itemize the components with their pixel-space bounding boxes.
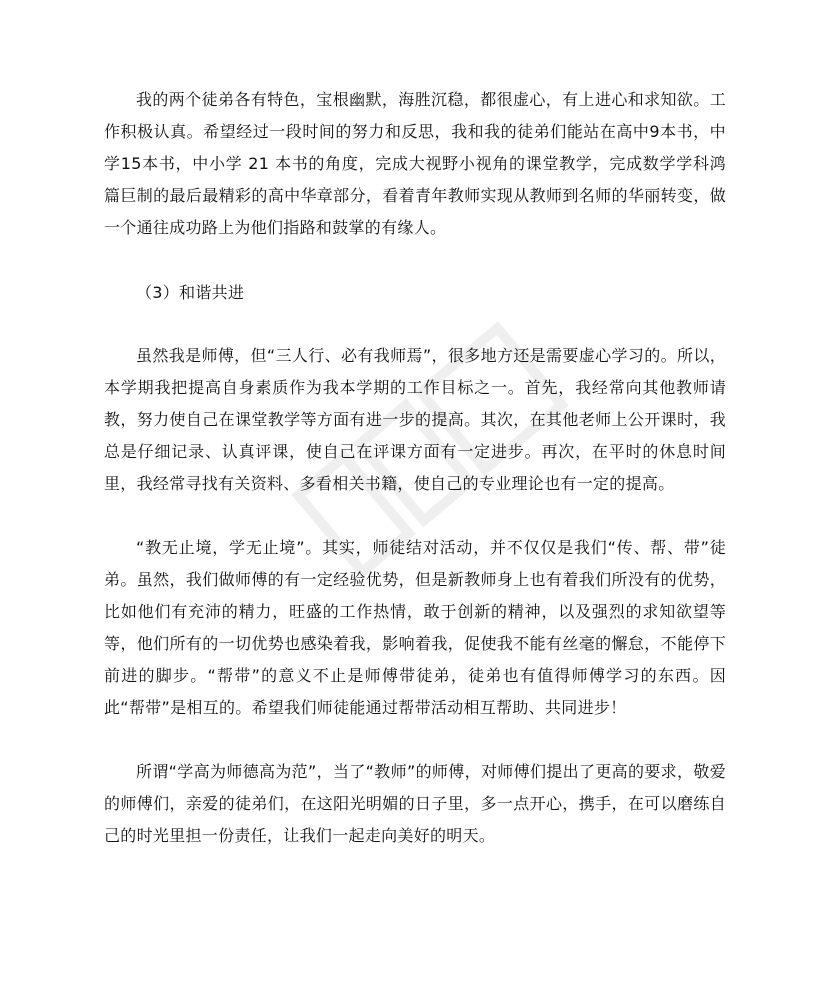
- paragraph-disciples: 我的两个徒弟各有特色，宝根幽默，海胜沉稳，都很虚心，有上进心和求知欲。工作积极认真。希望经过一段时间的努力和反思，我和我的徒弟们能站在高中9本书，中学15本书，中小学 21 本书的角度，完成大视野小视角的课堂教学，完成数学学科鸿篇巨制的最后最精彩的高中华章部分，看着青年教师实现从教师到名师的华丽转变，做一个通往成功路上为他们指路和鼓掌的有缘人。: [104, 90, 726, 237]
- paragraph-self-improvement: 虽然我是师傅，但“三人行、必有我师焉”，很多地方还是需要虚心学习的。所以，本学期我把提高自身素质作为我本学期的工作目标之一。首先，我经常向其他教师请教，努力使自己在课堂教学等方面有进一步的提高。其次，在其他老师上公开课时，我总是仔细记录、认真评课，使自己在评课方面有一定进步。再次，在平时的休息时间里，我经常寻找有关资料、多看相关书籍，使自己的专业理论也有一定的提高。: [104, 346, 726, 493]
- paragraph-mutual-learning: “教无止境，学无止境”。其实，师徒结对活动，并不仅仅是我们“传、帮、带”徒弟。虽然，我们做师傅的有一定经验优势，但是新教师身上也有着我们所没有的优势，比如他们有充沛的精力，旺盛的工作热情，敢于创新的精神，以及强烈的求知欲望等等，他们所有的一切优势也感染着我，影响着我，促使我不能有丝毫的懈怠，不能停下前进的脚步。“帮带”的意义不止是师傅带徒弟，徒弟也有值得师傅学习的东西。因此“帮带”是相互的。希望我们师徒能通过帮带活动相互帮助、共同进步！: [104, 538, 726, 717]
- paragraph-closing: 所谓“学高为师德高为范”，当了“教师”的师傅，对师傅们提出了更高的要求，敬爱的师傅们，亲爱的徒弟们，在这阳光明媚的日子里，多一点开心，携手，在可以磨练自己的时光里担一份责任，让我们一起走向美好的明天。: [104, 762, 726, 845]
- section-heading: （3）和谐共进: [136, 283, 245, 302]
